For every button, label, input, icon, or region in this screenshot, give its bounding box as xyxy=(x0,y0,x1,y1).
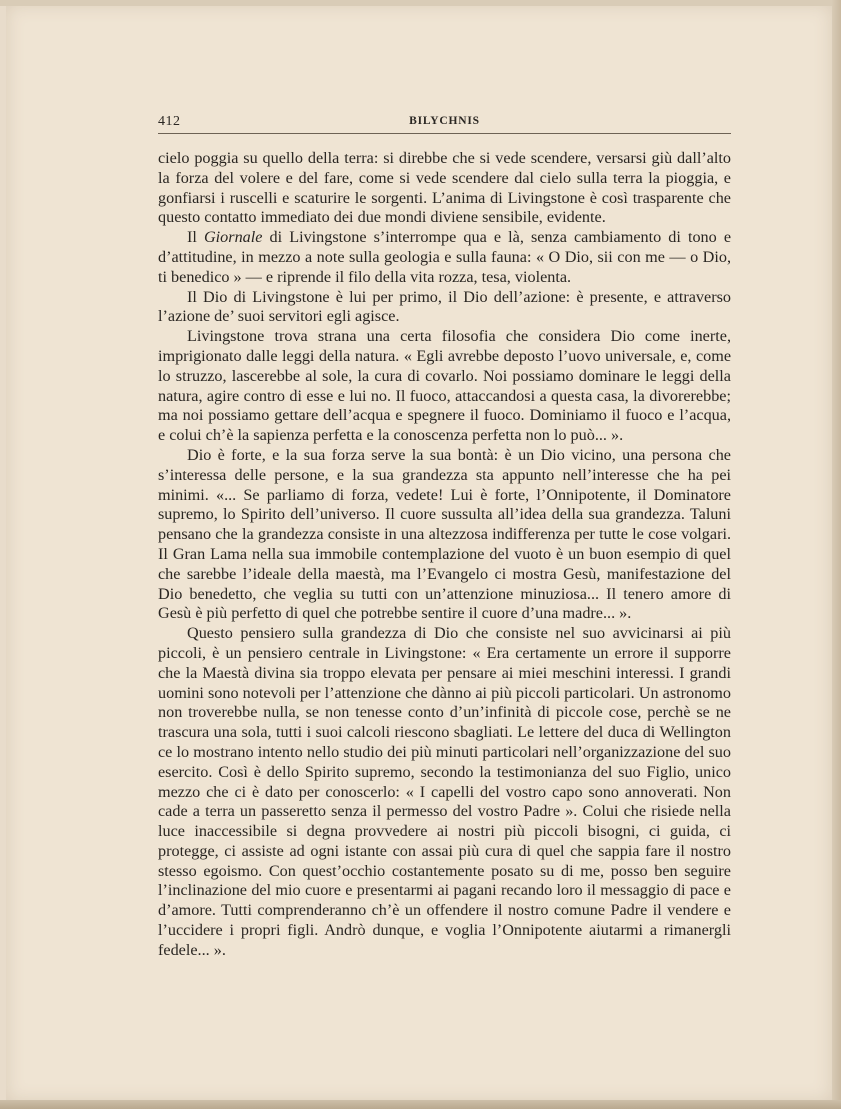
paragraph-2-start: Il xyxy=(187,228,204,247)
page-top-edge xyxy=(0,0,841,6)
paragraph-2-rest: di Livingstone s’interrompe qua e là, senza cambiamento di tono e d’attitudine, in mezzo a note sulla geologia e sulla fauna: « O Dio, sii con me — o Dio, ti benedico » — e riprende il filo della vita rozza, tesa, violenta. xyxy=(158,228,732,286)
paragraph-1: cielo poggia su quello della terra: si direbbe che si vede scendere, versarsi giù dall’alto la forza del volere e del fare, come si vede scendere dal cielo sulla terra la pioggia, e gonfiarsi i ruscelli e scaturire le sorgenti. L’anima di Livingstone è così trasparente che questo contatto immediato dei due mondi diviene sensibile, evidente. xyxy=(158,149,731,227)
body-text xyxy=(158,149,731,961)
paragraph-6: Questo pensiero sulla grandezza di Dio che consiste nel suo avvicinarsi ai più piccoli, è un pensiero centrale in Livingstone: « Era certamente un errore il supporre che la Maestà divina sia troppo elevata per pensare ai miei meschini interessi. I grandi uomini sono notevoli per l’attenzione che dànno ai più piccoli particolari. Un astronomo non troverebbe nulla, se non tenesse conto d’un’infinità di piccole cose, perchè se ne trascura una sola, tutti i suoi calcoli riescono sbagliati. Le lettere del duca di Wellington ce lo mostrano intento nello studio dei più minuti particolari nell’organizzazione del suo esercito. Così è dello Spirito supremo, secondo la testimonianza del suo Figlio, unico mezzo che ci è dato per conoscerlo: « I capelli del vostro capo sono annoverati. Non cade a terra un passeretto senza il permesso del vostro Padre ». Colui che risiede nella luce inaccessibile si degna provvedere ai nostri più piccoli bisogni, ci guida, ci protegge, ci assiste ad ogni istante con assai più cura di quel che sappia fare il nostro stesso egoismo. Con quest’occhio costantemente posato su di me, posso ben seguire l’inclinazione del mio cuore e presentarmi ai pagani recando loro il messaggio di pace e d’amore. Tutti comprenderanno ch’è un offendere il nostro comune Padre il vendere e l’uccidere i propri figli. Andrò dunque, e voglia l’Onnipotente aiutarmi a rimanergli fedele... ». xyxy=(158,624,731,959)
paragraph-2 xyxy=(158,228,731,287)
journal-title: BILYCHNIS xyxy=(409,115,480,127)
page-number: 412 xyxy=(158,114,181,129)
page-bottom-edge xyxy=(0,1100,841,1109)
paragraph-5: Dio è forte, e la sua forza serve la sua bontà: è un Dio vicino, una persona che s’interessa delle persone, e la sua grandezza sta appunto nell’interesse che ha pei minimi. «... Se parliamo di forza, vedete! Lui è forte, l’Onnipotente, il Dominatore supremo, lo Spirito dell’universo. Il cuore sussulta all’idea della sua grandezza. Taluni pensano che la grandezza consiste in una altezzosa indifferenza per tutte le cose volgari. Il Gran Lama nella sua immobile contemplazione del vuoto è un buon esempio di quel che sarebbe l’ideale della maestà, ma l’Evangelo ci mostra Gesù, manifestazione del Dio benedetto, che veglia su tutti con un’attenzione minuziosa... Il tenero amore di Gesù è più perfetto di quel che potrebbe sentire il cuore d’una madre... ». xyxy=(158,445,731,623)
paragraph-3: Il Dio di Livingstone è lui per primo, il Dio dell’azione: è presente, e attraverso l’azione de’ suoi servitori egli agisce. xyxy=(158,287,731,326)
page-right-edge xyxy=(832,0,841,1109)
header-rule xyxy=(158,133,731,134)
paragraph-4: Livingstone trova strana una certa filosofia che considera Dio come inerte, imprigionato dalle leggi della natura. « Egli avrebbe deposto l’uovo universale, e, come lo struzzo, lascerebbe al sole, la cura di covarlo. Noi possiamo dominare le leggi della natura, agire contro di esse e lui no. Il fuoco, attaccandosi a questa casa, la divorerebbe; ma noi possiamo gettare dell’acqua e spegnere il fuoco. Dominiamo il fuoco e l’acqua, e colui ch’è la sapienza perfetta e la conoscenza perfetta non lo può... ». xyxy=(158,327,731,445)
giornale-italic: Giornale xyxy=(203,228,263,247)
